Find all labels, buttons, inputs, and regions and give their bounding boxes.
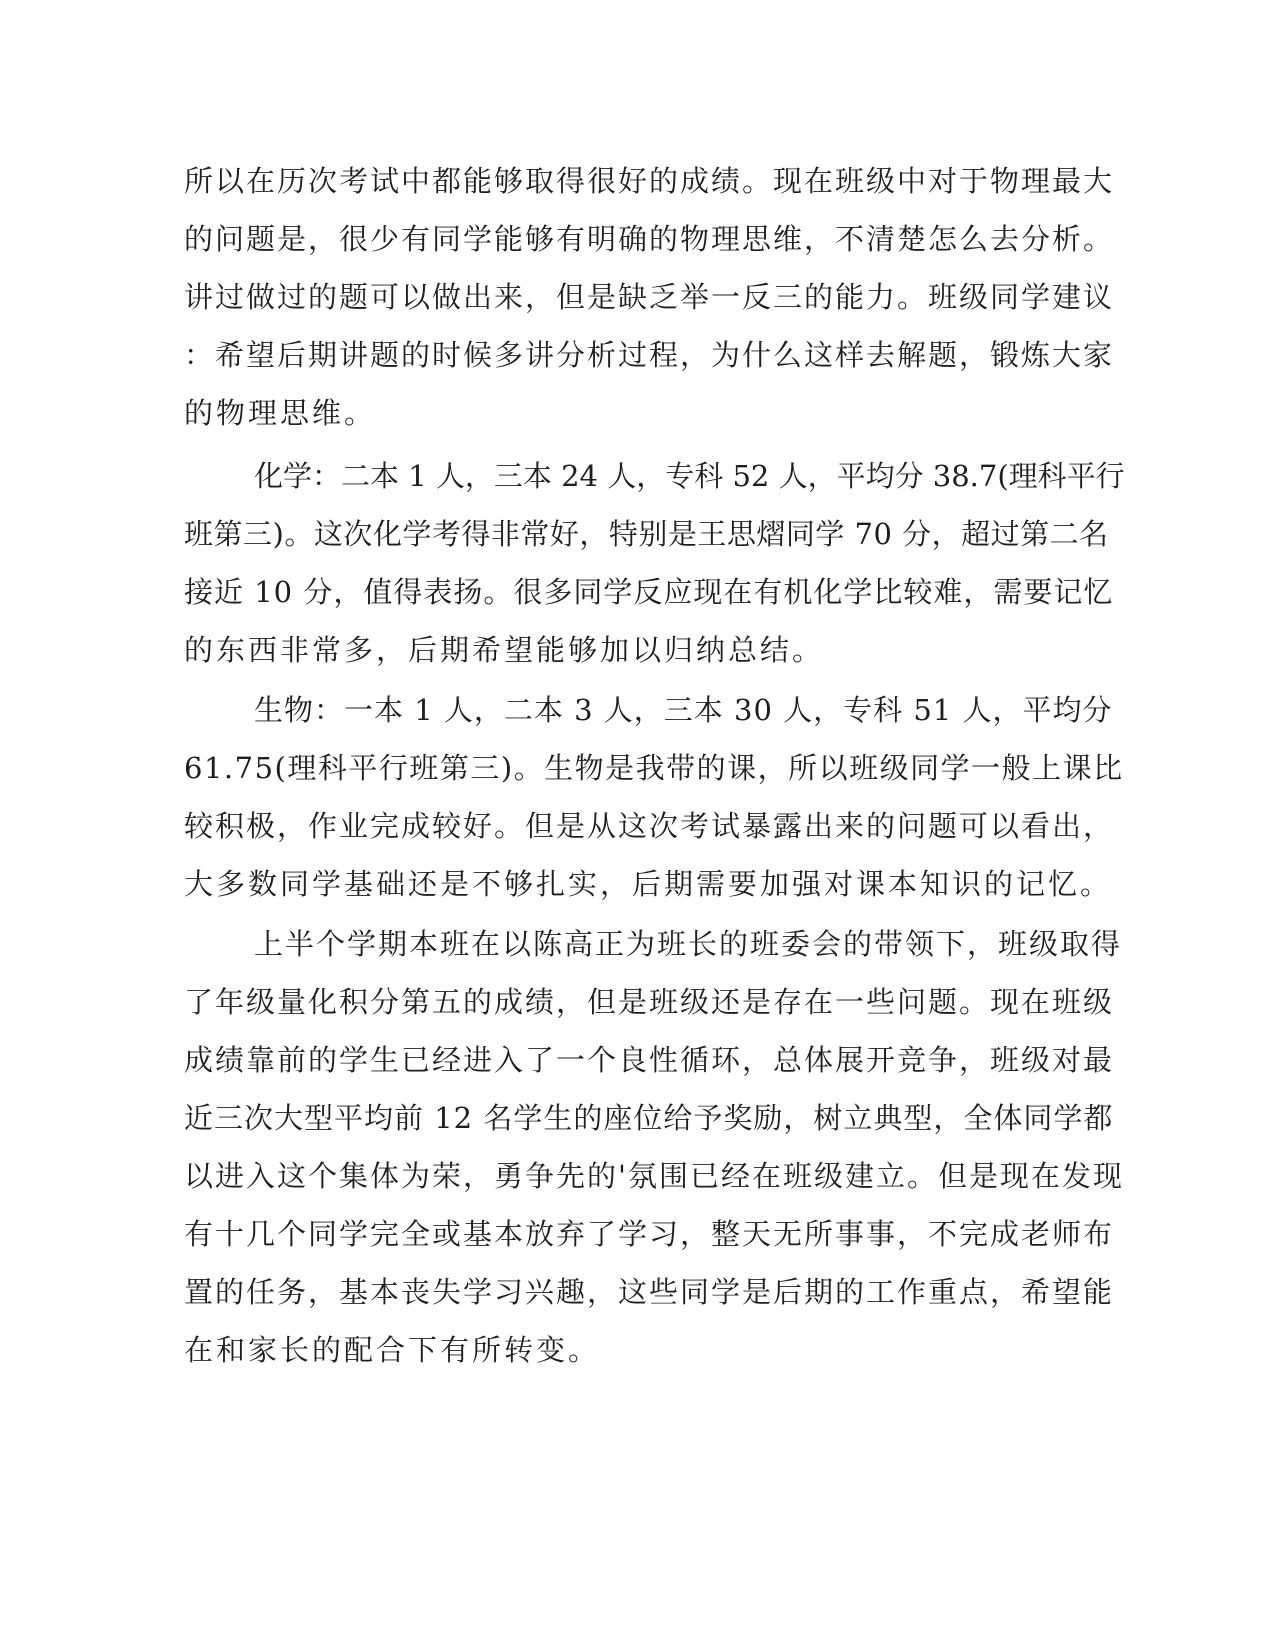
paragraph-line: 成绩靠前的学生已经进入了一个良性循环，总体展开竞争，班级对最	[184, 1043, 1115, 1077]
paragraph-line: 班第三)。这次化学考得非常好，特别是王思熠同学 70 分，超过第二名	[184, 517, 1109, 551]
paragraph-line: 了年级量化积分第五的成绩，但是班级还是存在一些问题。现在班级	[184, 985, 1115, 1019]
paragraph-line: 所以在历次考试中都能够取得很好的成绩。现在班级中对于物理最大	[184, 164, 1115, 198]
paragraph-line: 的物理思维。	[184, 396, 377, 430]
paragraph-line: 接近 10 分，值得表扬。很多同学反应现在有机化学比较难，需要记忆	[184, 575, 1114, 609]
paragraph-line: 61.75(理科平行班第三)。生物是我带的课，所以班级同学一般上课比	[184, 751, 1124, 785]
paragraph-line: 上半个学期本班在以陈高正为班长的班委会的带领下，班级取得	[254, 927, 1123, 961]
paragraph-line: 置的任务，基本丧失学习兴趣，这些同学是后期的工作重点，希望能	[184, 1275, 1115, 1309]
paragraph-line: 大多数同学基础还是不够扎实，后期需要加强对课本知识的记忆。	[184, 867, 1113, 901]
paragraph-line: 化学：二本 1 人，三本 24 人，专科 52 人，平均分 38.7(理科平行	[254, 459, 1125, 493]
paragraph-line: 以进入这个集体为荣，勇争先的'氛围已经在班级建立。但是现在发现	[184, 1159, 1124, 1193]
paragraph-line: 有十几个同学完全或基本放弃了学习，整天无所事事，不完成老师布	[184, 1217, 1115, 1251]
paragraph-line: 讲过做过的题可以做出来，但是缺乏举一反三的能力。班级同学建议	[184, 280, 1115, 314]
paragraph-line: 较积极，作业完成较好。但是从这次考试暴露出来的问题可以看出，	[184, 809, 1115, 843]
paragraph-line: 近三次大型平均前 12 名学生的座位给予奖励，树立典型，全体同学都	[184, 1101, 1114, 1135]
paragraph-line: 生物：一本 1 人，二本 3 人，三本 30 人，专科 51 人，平均分	[254, 693, 1113, 727]
paragraph-line: 的东西非常多，后期希望能够加以归纳总结。	[184, 633, 825, 667]
paragraph-line: ：希望后期讲题的时候多讲分析过程，为什么这样去解题，锻炼大家	[184, 338, 1115, 372]
paragraph-line: 的问题是，很少有同学能够有明确的物理思维，不清楚怎么去分析。	[184, 222, 1115, 256]
paragraph-line: 在和家长的配合下有所转变。	[184, 1333, 601, 1367]
